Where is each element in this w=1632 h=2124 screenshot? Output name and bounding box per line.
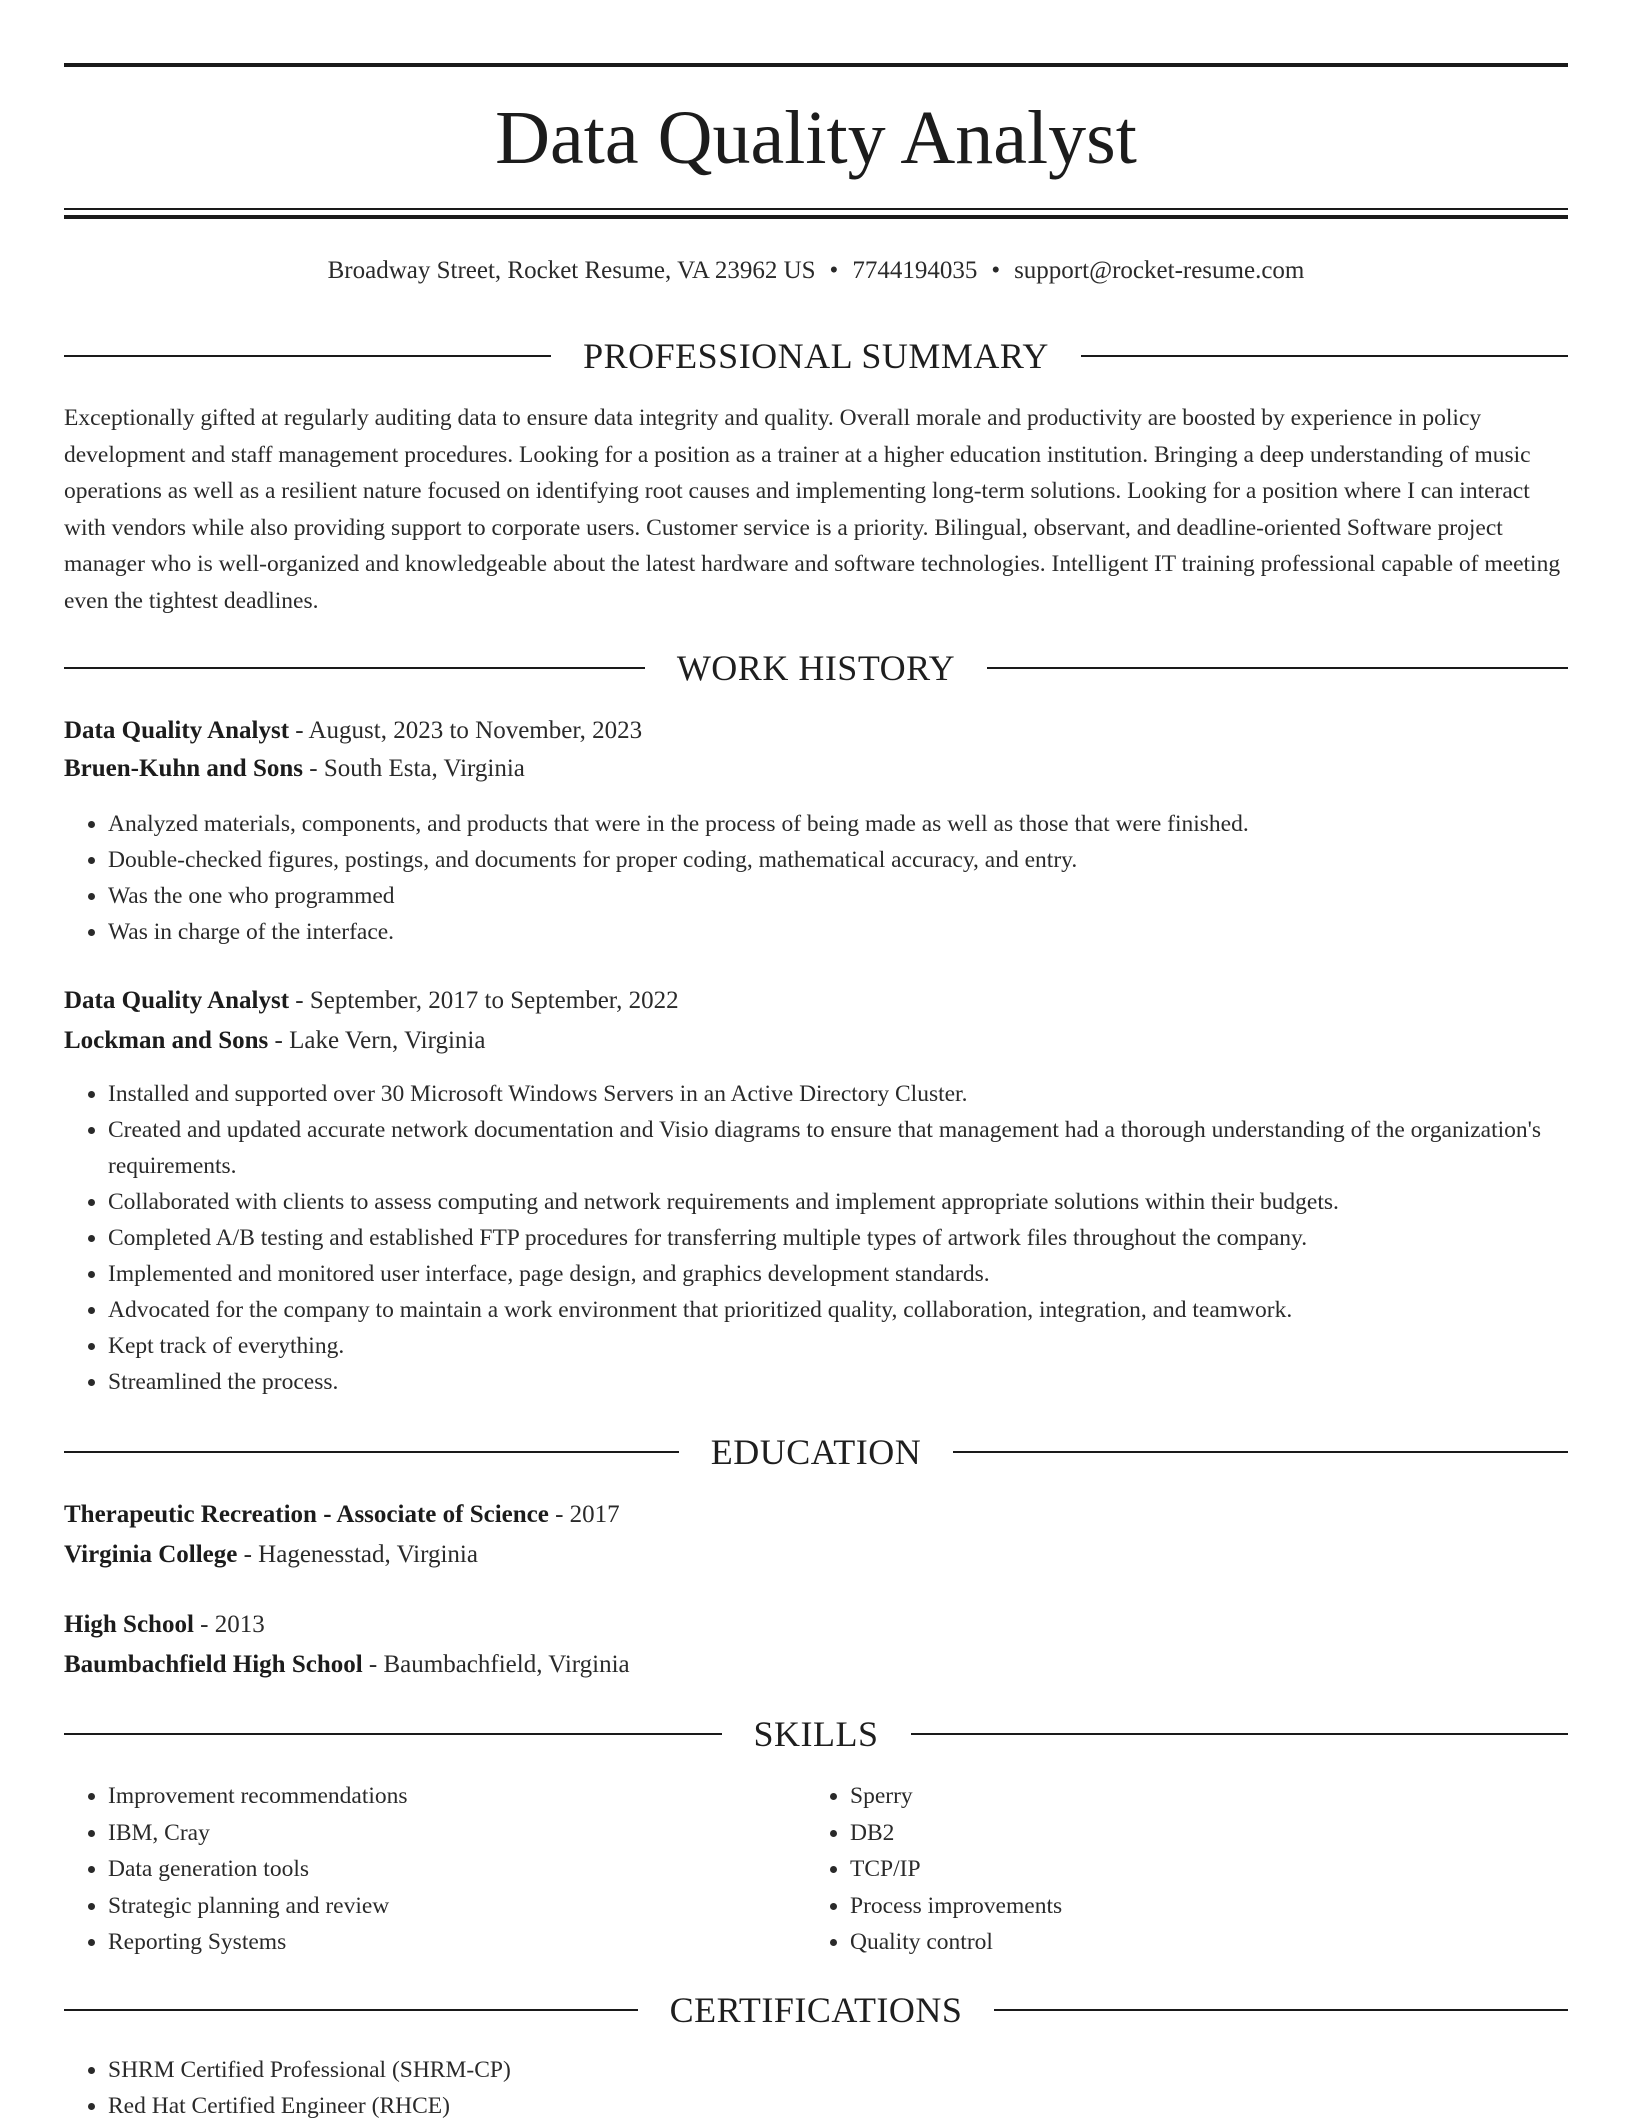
job-title: Data Quality Analyst <box>64 717 290 744</box>
education-year: - 2017 <box>548 1501 620 1528</box>
job-company-line <box>64 752 1568 786</box>
section-title-summary: PROFESSIONAL SUMMARY <box>583 336 1049 376</box>
job-title-line <box>64 984 1568 1018</box>
section-title-skills: SKILLS <box>753 1714 879 1754</box>
skills-column-left <box>64 1778 806 1961</box>
contact-separator: • <box>829 257 839 284</box>
section-divider <box>64 1451 679 1453</box>
contact-separator: • <box>991 257 1001 284</box>
section-header-certifications <box>64 1990 1568 2030</box>
job-title: Data Quality Analyst <box>64 987 290 1014</box>
contact-email[interactable]: support@rocket-resume.com <box>1014 257 1305 284</box>
section-divider <box>994 2009 1568 2011</box>
job-company-line <box>64 1024 1568 1058</box>
section-header-skills <box>64 1714 1568 1754</box>
section-divider <box>953 1451 1568 1453</box>
section-divider <box>911 1733 1569 1735</box>
list-item: • Installed and supported over 30 Microsoft Windows Servers in an Active Directory Cluster. <box>108 1076 1568 1112</box>
job-title-line <box>64 714 1568 748</box>
list-item: • Streamlined the process. <box>108 1364 1568 1400</box>
section-divider <box>64 355 551 357</box>
job-company: Lockman and Sons <box>64 1027 269 1054</box>
education-school-line <box>64 1648 1568 1682</box>
skill-item: • Reporting Systems <box>108 1924 806 1961</box>
section-divider <box>64 2009 638 2011</box>
section-title-certifications: CERTIFICATIONS <box>669 1990 963 2030</box>
summary-paragraph: Exceptionally gifted at regularly auditing data to ensure data integrity and quality. Overall morale and productivity are boosted by experience in policy development and staff management procedures. Looking for a position as a trainer at a higher education institution. Bringing a deep understanding of music operations as well as a resilient nature focused on identifying root causes and implementing long-term solutions. Looking for a position where I can interact with vendors while also providing support to corporate users. Customer service is a priority. Bilingual, observant, and deadline-oriented Software project manager who is well-organized and knowledgeable about the latest hardware and software technologies. Intelligent IT training professional capable of meeting even the tightest deadlines. <box>64 405 1561 614</box>
job-company: Bruen-Kuhn and Sons <box>64 755 304 782</box>
education-school: Baumbachfield High School <box>64 1651 363 1678</box>
skill-item: • Sperry <box>850 1778 1548 1815</box>
contact-line <box>64 254 1568 288</box>
list-item: • Was the one who programmed <box>108 878 1568 914</box>
list-item: • Was in charge of the interface. <box>108 914 1568 950</box>
list-item: • Collaborated with clients to assess computing and network requirements and implement appropriate solutions within their budgets. <box>108 1184 1568 1220</box>
resume-title: Data Quality Analyst <box>495 96 1137 180</box>
skill-item: • DB2 <box>850 1815 1548 1852</box>
section-title-education: EDUCATION <box>710 1432 922 1472</box>
section-divider <box>64 1733 722 1735</box>
skills-column-right <box>806 1778 1548 1961</box>
list-item: • Analyzed materials, components, and products that were in the process of being made as well as those that were finished. <box>108 806 1568 842</box>
certification-item: • SHRM Certified Professional (SHRM-CP) <box>108 2052 1568 2088</box>
list-item: • Completed A/B testing and established FTP procedures for transferring multiple types of artwork files throughout the company. <box>108 1220 1568 1256</box>
section-title-work: WORK HISTORY <box>676 648 956 688</box>
education-location: - Baumbachfield, Virginia <box>362 1651 630 1678</box>
skill-item: • IBM, Cray <box>108 1815 806 1852</box>
header-bottom-rule <box>64 208 1568 210</box>
certifications-list <box>64 2052 1568 2124</box>
list-item: • Created and updated accurate network documentation and Visio diagrams to ensure that management had a thorough understanding of the organization's requirements. <box>108 1112 1568 1184</box>
skill-item: • Data generation tools <box>108 1851 806 1888</box>
skill-item: • Process improvements <box>850 1888 1548 1925</box>
job-location: - Lake Vern, Virginia <box>268 1027 486 1054</box>
skill-item: • Quality control <box>850 1924 1548 1961</box>
list-item: • Advocated for the company to maintain a work environment that prioritized quality, collaboration, integration, and teamwork. <box>108 1292 1568 1328</box>
education-school-line <box>64 1538 1568 1572</box>
job-bullets <box>64 806 1568 950</box>
education-location: - Hagenesstad, Virginia <box>237 1541 478 1568</box>
list-item: • Kept track of everything. <box>108 1328 1568 1364</box>
job-dates: - August, 2023 to November, 2023 <box>289 717 643 744</box>
certification-item: • Red Hat Certified Engineer (RHCE) <box>108 2088 1568 2124</box>
education-degree: High School <box>64 1611 194 1638</box>
header-bottom-rule-thick <box>64 215 1568 219</box>
skill-item: • Strategic planning and review <box>108 1888 806 1925</box>
job-location: - South Esta, Virginia <box>303 755 525 782</box>
list-item: • Implemented and monitored user interface, page design, and graphics development standards. <box>108 1256 1568 1292</box>
education-degree-line <box>64 1498 1568 1532</box>
contact-phone[interactable]: 7744194035 <box>852 257 978 284</box>
section-header-education <box>64 1432 1568 1472</box>
skills-list <box>64 1778 1568 1961</box>
section-header-summary <box>64 336 1568 376</box>
education-degree: Therapeutic Recreation - Associate of Science <box>64 1501 549 1528</box>
education-year: - 2013 <box>193 1611 265 1638</box>
education-degree-line <box>64 1608 1568 1642</box>
header-top-rule <box>64 63 1568 67</box>
list-item: • Double-checked figures, postings, and documents for proper coding, mathematical accuracy, and entry. <box>108 842 1568 878</box>
contact-address: Broadway Street, Rocket Resume, VA 23962 US <box>327 257 816 284</box>
job-dates: - September, 2017 to September, 2022 <box>289 987 679 1014</box>
section-divider <box>987 667 1568 669</box>
section-divider <box>1081 355 1568 357</box>
job-bullets <box>64 1076 1568 1400</box>
section-divider <box>64 667 645 669</box>
skill-item: • Improvement recommendations <box>108 1778 806 1815</box>
skill-item: • TCP/IP <box>850 1851 1548 1888</box>
section-header-work <box>64 648 1568 688</box>
education-school: Virginia College <box>64 1541 238 1568</box>
